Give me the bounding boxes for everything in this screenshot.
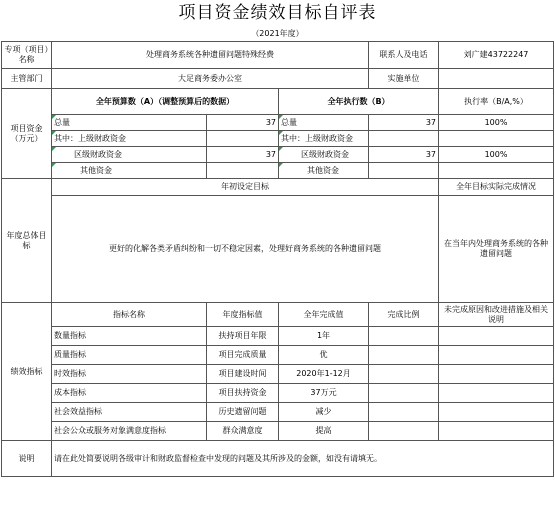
notes-text: 请在此处简要说明各级审计和财政监督检查中发现的问题及其所涉及的金额，如没有请填无。 <box>52 441 554 477</box>
perf-row-note <box>439 346 554 365</box>
perf-row <box>2 384 554 403</box>
funds-row-rate <box>439 131 554 147</box>
funds-row <box>2 163 554 179</box>
funds-row-rate <box>439 163 554 179</box>
perf-row-target: 历史遗留问题 <box>207 403 279 422</box>
funds-row-exec <box>369 131 439 147</box>
page-title: 项目资金绩效目标自评表 <box>178 3 377 23</box>
contact-label: 联系人及电话 <box>369 42 439 69</box>
funds-label: 项目资金（万元） <box>2 89 52 179</box>
perf-row-done: 1年 <box>279 327 369 346</box>
perf-row-name: 社会效益指标 <box>52 403 207 422</box>
funds-row-exec-name: 其他资金 <box>279 163 369 179</box>
goals-set-text: 更好的化解各类矛盾纠纷和一切不稳定因素，处理好商务系统的各种遗留问题 <box>52 196 439 303</box>
perf-row-name: 质量指标 <box>52 346 207 365</box>
dept-label: 主管部门 <box>2 69 52 89</box>
funds-exec-header: 全年执行数（B） <box>279 89 439 115</box>
perf-row-name: 成本指标 <box>52 384 207 403</box>
perf-row-note <box>439 384 554 403</box>
funds-row <box>2 115 554 131</box>
funds-row-budget: 37 <box>207 115 279 131</box>
contact-value: 刘广建43722247 <box>439 42 554 69</box>
perf-row-ratio <box>369 422 439 441</box>
perf-row <box>2 422 554 441</box>
funds-row-exec <box>369 163 439 179</box>
impl-label: 实施单位 <box>369 69 439 89</box>
perf-row-done: 2020年1-12月 <box>279 365 369 384</box>
perf-header-done: 全年完成值 <box>279 303 369 327</box>
perf-row-done: 减少 <box>279 403 369 422</box>
funds-row-rate: 100% <box>439 115 554 131</box>
perf-row-ratio <box>369 384 439 403</box>
perf-row-target: 项目扶持资金 <box>207 384 279 403</box>
funds-row <box>2 131 554 147</box>
perf-row-ratio <box>369 403 439 422</box>
funds-row-exec-name: 区级财政资金 <box>279 147 369 163</box>
perf-row-note <box>439 365 554 384</box>
funds-row-exec: 37 <box>369 147 439 163</box>
perf-row-note <box>439 327 554 346</box>
funds-budget-header: 全年预算数（A）（调整预算后的数据） <box>52 89 279 115</box>
perf-row <box>2 346 554 365</box>
perf-row-done: 优 <box>279 346 369 365</box>
goals-label: 年度总体目标 <box>2 179 52 303</box>
perf-header-name: 指标名称 <box>52 303 207 327</box>
goals-done-header: 全年目标实际完成情况 <box>439 179 554 196</box>
perf-row <box>2 365 554 384</box>
perf-row <box>2 403 554 422</box>
evaluation-form <box>1 41 554 477</box>
perf-row-name: 数量指标 <box>52 327 207 346</box>
funds-row-name: 其中：上级财政资金 <box>52 131 207 147</box>
perf-row-name: 社会公众或服务对象满意度指标 <box>52 422 207 441</box>
funds-row-budget <box>207 163 279 179</box>
dept-value: 大足商务委办公室 <box>52 69 369 89</box>
perf-label: 绩效指标 <box>2 303 52 441</box>
funds-row-exec: 37 <box>369 115 439 131</box>
project-name-value: 处理商务系统各种遗留问题特殊经费 <box>52 42 369 69</box>
perf-row-target: 项目建设时间 <box>207 365 279 384</box>
perf-row-note <box>439 403 554 422</box>
funds-row-budget: 37 <box>207 147 279 163</box>
report-year: （2021年度） <box>251 29 304 38</box>
funds-rate-header: 执行率（B/A,%） <box>439 89 554 115</box>
perf-row-target: 项目完成质量 <box>207 346 279 365</box>
funds-row-budget <box>207 131 279 147</box>
goals-set-header: 年初设定目标 <box>52 179 439 196</box>
perf-row-done: 提高 <box>279 422 369 441</box>
perf-header-ratio: 完成比例 <box>369 303 439 327</box>
perf-row-target: 群众满意度 <box>207 422 279 441</box>
impl-value <box>439 69 554 89</box>
funds-row-exec-name: 其中：上级财政资金 <box>279 131 369 147</box>
perf-row <box>2 327 554 346</box>
notes-label: 说明 <box>2 441 52 477</box>
funds-row <box>2 147 554 163</box>
funds-row-rate: 100% <box>439 147 554 163</box>
goals-done-text: 在当年内处理商务系统的各种遗留问题 <box>439 196 554 303</box>
perf-header-target: 年度指标值 <box>207 303 279 327</box>
perf-row-target: 扶持项目年限 <box>207 327 279 346</box>
perf-row-ratio <box>369 365 439 384</box>
project-name-label: 专项（项目）名称 <box>2 42 52 69</box>
funds-row-name: 其他资金 <box>52 163 207 179</box>
perf-row-note <box>439 422 554 441</box>
perf-row-ratio <box>369 327 439 346</box>
perf-row-ratio <box>369 346 439 365</box>
perf-row-name: 时效指标 <box>52 365 207 384</box>
funds-row-name: 区级财政资金 <box>52 147 207 163</box>
funds-row-exec-name: 总量 <box>279 115 369 131</box>
perf-row-done: 37万元 <box>279 384 369 403</box>
funds-row-name: 总量 <box>52 115 207 131</box>
perf-header-note: 未完成原因和改进措施及相关说明 <box>439 303 554 327</box>
